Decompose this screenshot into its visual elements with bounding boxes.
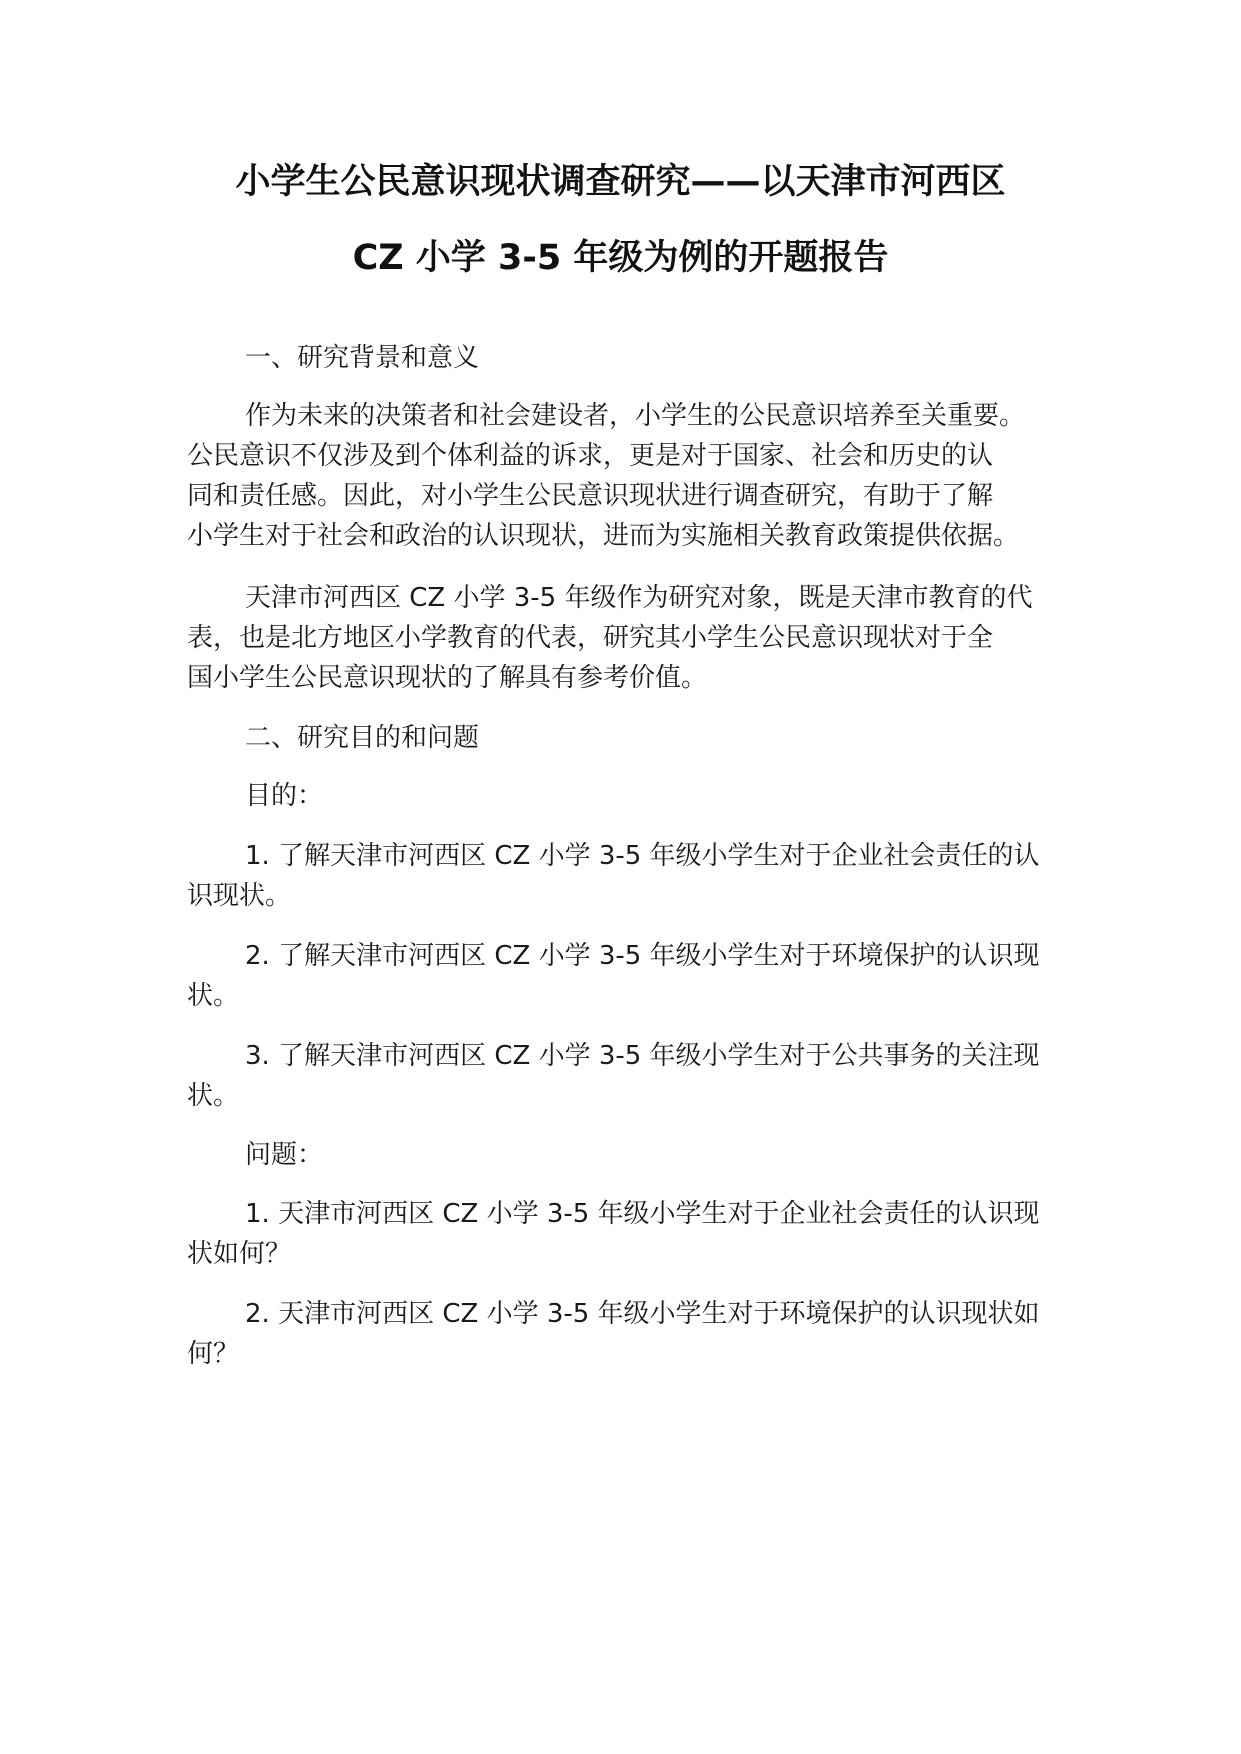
paragraph-line: 表，也是北方地区小学教育的代表，研究其小学生公民意识现状对于全 [187,623,994,653]
purpose-item-continuation: 识现状。 [187,881,292,911]
purpose-label: 目的： [245,781,324,811]
purpose-item-continuation: 状。 [187,981,240,1011]
section-heading-background: 一、研究背景和意义 [245,343,480,373]
paragraph-line: 天津市河西区 CZ 小学 3-5 年级作为研究对象，既是天津市教育的代 [245,583,1033,613]
paragraph-line: 小学生对于社会和政治的认识现状，进而为实施相关教育政策提供依据。 [187,521,1020,551]
question-item-continuation: 何？ [187,1339,240,1369]
questions-label: 问题： [245,1140,324,1170]
paragraph-line: 公民意识不仅涉及到个体利益的诉求，更是对于国家、社会和历史的认 [187,441,994,471]
purpose-item-continuation: 状。 [187,1081,240,1111]
question-item: 2. 天津市河西区 CZ 小学 3-5 年级小学生对于环境保护的认识现状如 [245,1299,1040,1329]
section-heading-purpose: 二、研究目的和问题 [245,723,480,753]
paragraph-line: 作为未来的决策者和社会建设者，小学生的公民意识培养至关重要。 [245,401,1026,431]
title-line-1: 小学生公民意识现状调查研究——以天津市河西区 [235,162,1006,202]
question-item: 1. 天津市河西区 CZ 小学 3-5 年级小学生对于企业社会责任的认识现 [245,1199,1040,1229]
paragraph-line: 同和责任感。因此，对小学生公民意识现状进行调查研究，有助于了解 [187,481,994,511]
purpose-item: 2. 了解天津市河西区 CZ 小学 3-5 年级小学生对于环境保护的认识现 [245,941,1040,971]
question-item-continuation: 状如何？ [187,1239,292,1269]
paragraph-line: 国小学生公民意识现状的了解具有参考价值。 [187,663,708,693]
purpose-item: 3. 了解天津市河西区 CZ 小学 3-5 年级小学生对于公共事务的关注现 [245,1041,1040,1071]
purpose-item: 1. 了解天津市河西区 CZ 小学 3-5 年级小学生对于企业社会责任的认 [245,841,1040,871]
title-line-2: CZ 小学 3-5 年级为例的开题报告 [352,238,889,278]
